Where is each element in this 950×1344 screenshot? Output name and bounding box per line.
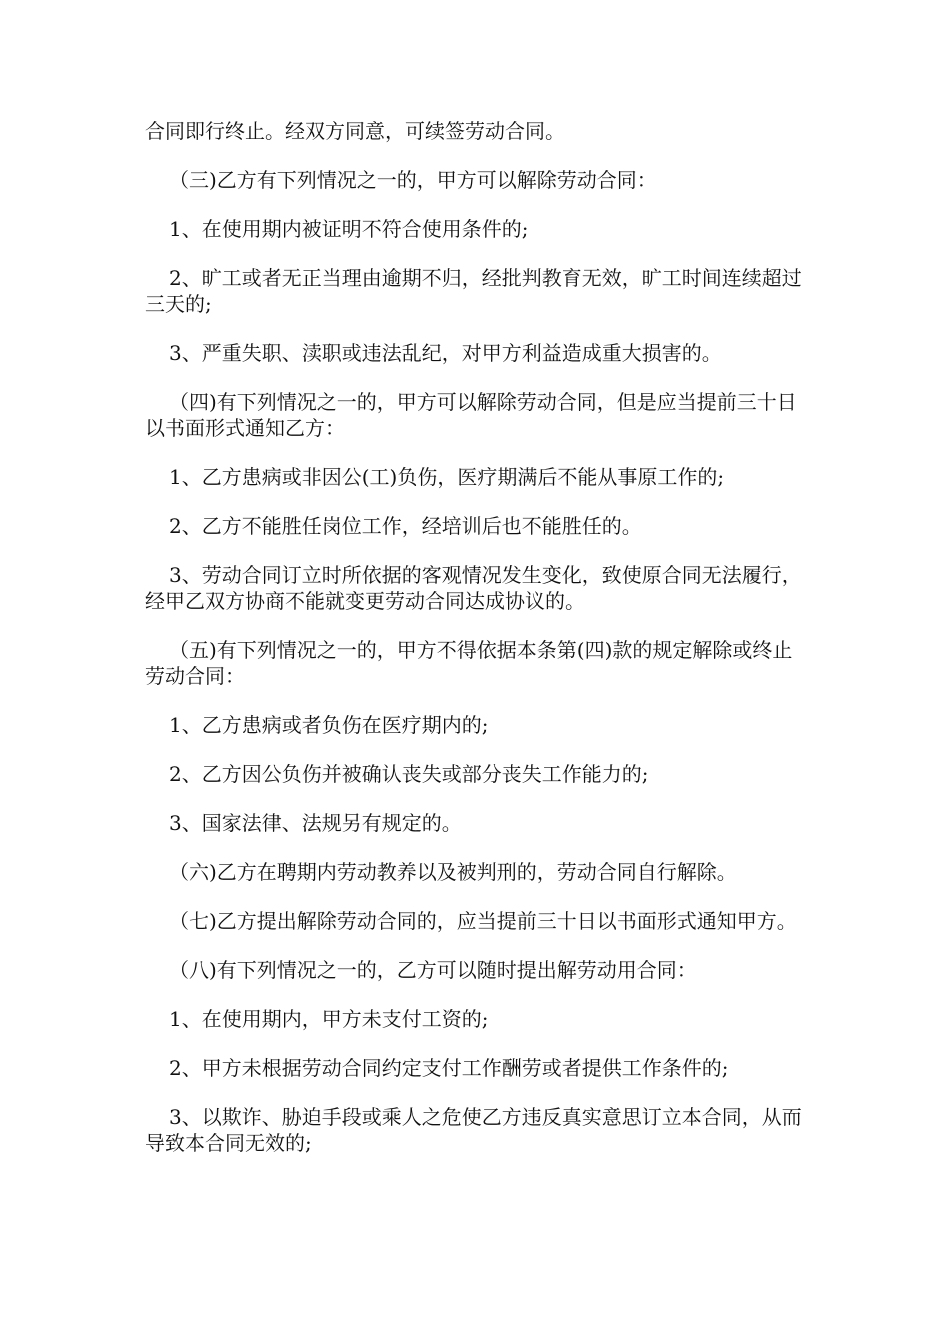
clause-5-item-3: 3、国家法律、法规另有规定的。 (169, 811, 462, 835)
clause-7: （七)乙方提出解除劳动合同的，应当提前三十日以书面形式通知甲方。 (169, 909, 797, 933)
clause-8-heading: （八)有下列情况之一的，乙方可以随时提出解劳动用合同： (169, 958, 697, 982)
clause-3-item-3: 3、严重失职、渎职或违法乱纪，对甲方利益造成重大损害的。 (169, 341, 722, 365)
document-page (145, 118, 810, 1179)
clause-4-item-3: 3、劳动合同订立时所依据的客观情况发生变化，致使原合同无法履行，经甲乙双方协商不能就变更劳动合同达成协议的。 (145, 563, 802, 613)
clause-6: （六)乙方在聘期内劳动教养以及被判刑的，劳动合同自行解除。 (169, 860, 737, 884)
clause-4-item-1: 1、乙方患病或非因公(工)负伤，医疗期满后不能从事原工作的; (169, 465, 725, 489)
clause-3-item-1: 1、在使用期内被证明不符合使用条件的; (169, 217, 529, 241)
clause-3-item-2: 2、旷工或者无正当理由逾期不归，经批判教育无效，旷工时间连续超过三天的; (145, 266, 802, 316)
paragraph-continuation: 合同即行终止。经双方同意，可续签劳动合同。 (145, 119, 565, 143)
clause-4-heading: （四)有下列情况之一的，甲方可以解除劳动合同，但是应当提前三十日以书面形式通知乙方： (145, 390, 797, 440)
clause-8-item-3: 3、以欺诈、胁迫手段或乘人之危使乙方违反真实意思订立本合同，从而导致本合同无效的; (145, 1105, 802, 1155)
clause-5-item-1: 1、乙方患病或者负伤在医疗期内的; (169, 713, 489, 737)
clause-3-heading: （三)乙方有下列情况之一的，甲方可以解除劳动合同： (169, 168, 657, 192)
clause-5-heading: （五)有下列情况之一的，甲方不得依据本条第(四)款的规定解除或终止劳动合同： (145, 638, 793, 688)
clause-8-item-1: 1、在使用期内，甲方未支付工资的; (169, 1007, 489, 1031)
clause-4-item-2: 2、乙方不能胜任岗位工作，经培训后也不能胜任的。 (169, 514, 642, 538)
clause-5-item-2: 2、乙方因公负伤并被确认丧失或部分丧失工作能力的; (169, 762, 649, 786)
clause-8-item-2: 2、甲方未根据劳动合同约定支付工作酬劳或者提供工作条件的; (169, 1056, 729, 1080)
